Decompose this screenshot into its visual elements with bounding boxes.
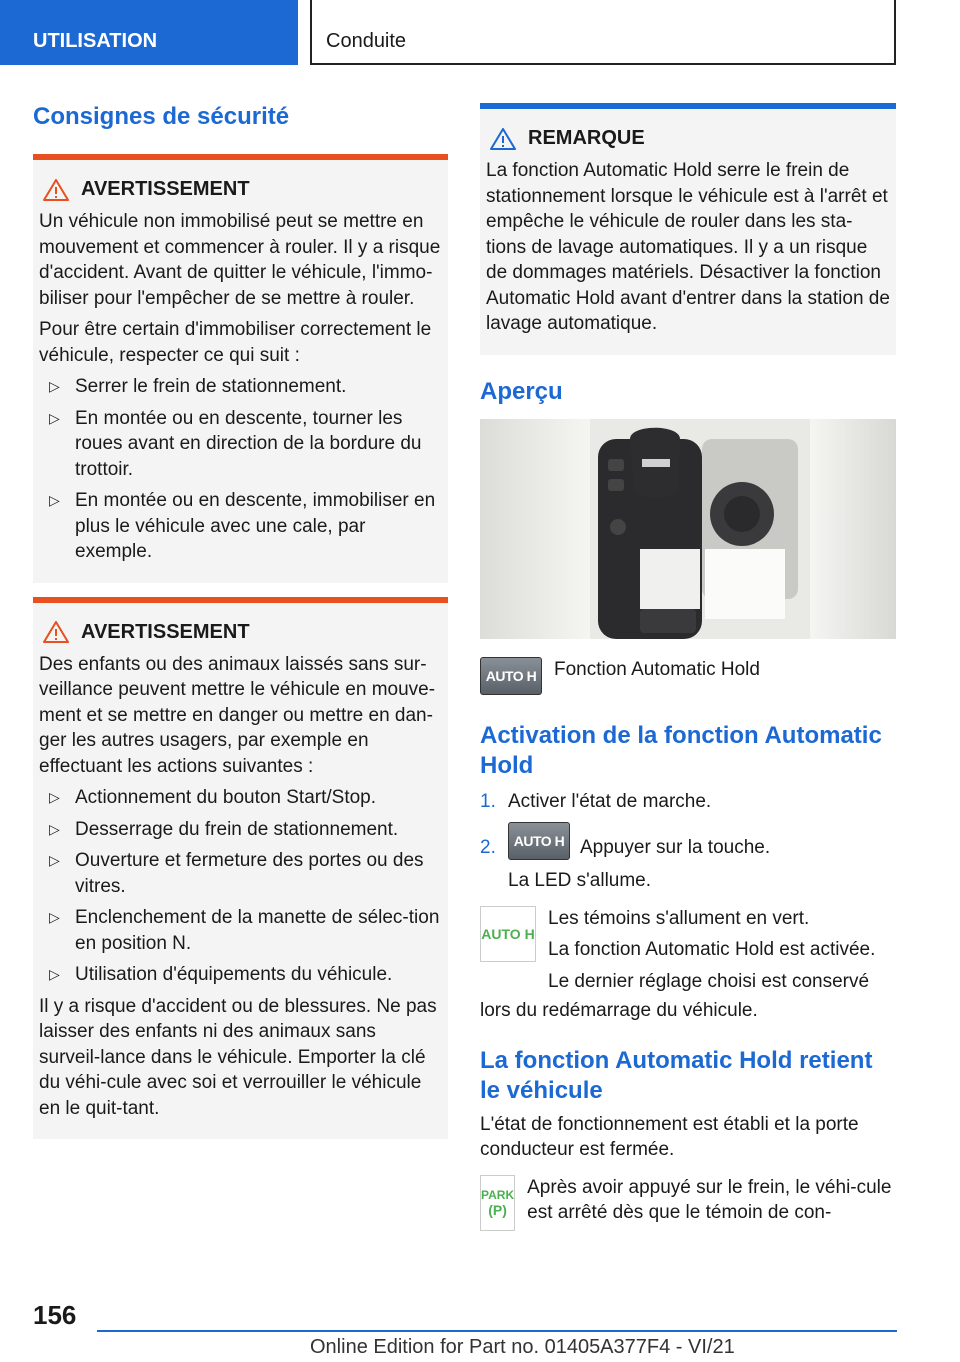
list-item-text: Actionnement du bouton Start/Stop. [75,787,377,808]
list-item-text: Desserrage du frein de stationnement. [75,818,399,840]
warning-heading [39,621,442,644]
note-heading [486,127,890,150]
park-row [480,1175,896,1231]
edition-text: Online Edition for Part no. 01405A377F4 - VI/21 [310,1336,735,1358]
bullet-triangle-icon: ▷ [49,492,60,508]
note-paragraph: La fonction Automatic Hold serre le frein de stationnement lorsque le véhicule est à l'arrêt et empêche le véhicule de rouler dans les sta-tions de lavage automatiques. Il y a un risque de dommages matériels. Désactiver la fonction Automatic Hold avant d'entrer dans la station de lavage automatique. [486,160,890,334]
warning-heading-text: AVERTISSEMENT [81,620,250,643]
step-number: 2. [480,836,496,858]
warning-triangle-icon [43,621,69,643]
warning-paragraph: Pour être certain d'immobiliser correctement le véhicule, respecter ce qui suit : [39,319,432,366]
list-item [39,962,442,988]
park-label: PARK [481,1187,515,1202]
warning-heading [39,178,442,201]
warning-paragraph: Un véhicule non immobilisé peut se mettre en mouvement et commencer à rouler. Il y a risque d'accident. Avant de quitter le véhicule, l'immo-biliser pour l'empêcher de se mettre à rouler. [39,211,441,309]
step-item [480,789,896,815]
list-item [39,406,442,483]
list-item-text: Ouverture et fermeture des portes ou des vitres. [75,850,424,897]
bullet-triangle-icon: ▷ [49,909,60,925]
list-item [39,488,442,565]
warning-box-2 [33,597,448,1140]
warning-paragraph: Il y a risque d'accident ou de blessures. Ne pas laisser des enfants ni des animaux sans surveil-lance dans le véhicule. Emporter la clé du véhi-cule avec soi et verrouiller le véhicule en le quit-tant. [39,995,437,1119]
indicator-line: La fonction Automatic Hold est activée. [548,939,876,960]
park-indicator-icon [480,1175,515,1231]
section-title-safety: Consignes de sécurité [33,103,290,130]
step-text: Activer l'état de marche. [508,790,712,812]
center-console-illustration [480,419,896,639]
list-item [39,817,442,843]
list-item [39,905,442,956]
warning-triangle-icon [43,179,69,201]
note-box [480,103,896,355]
warning-list [39,785,442,988]
list-item [39,785,442,811]
step-text: Appuyer sur la touche. [580,836,771,858]
section-title-retient: La fonction Automatic Hold retient le véhicule [480,1046,873,1104]
list-item-text: En montée ou en descente, tourner les roues avant en direction de la bordure du trottoir. [75,407,422,480]
led-text: La LED s'allume. [508,870,652,891]
bullet-triangle-icon: ▷ [49,966,60,982]
park-symbol: (P) [488,1201,507,1218]
indicator-row [480,906,896,995]
section-title-apercu: Aperçu [480,377,563,405]
step-number: 1. [480,790,496,812]
step-item [480,822,896,860]
auto-h-indicator-icon: AUTO H [480,906,536,962]
right-column [480,100,896,1245]
indicator-text [536,906,875,995]
bullet-triangle-icon: ▷ [49,789,60,805]
auto-h-button-icon: AUTO H [480,657,542,695]
bullet-triangle-icon: ▷ [49,409,60,426]
gear-selector-photo [480,419,896,639]
indicator-line: Les témoins s'allument en vert. [548,907,810,929]
section-header: UTILISATION [0,0,298,65]
bullet-triangle-icon: ▷ [49,820,60,837]
list-item [39,848,442,899]
button-caption: Fonction Automatic Hold [554,658,760,680]
chapter-header: Conduite [310,0,896,65]
auto-h-button-icon: AUTO H [508,822,570,860]
bullet-triangle-icon: ▷ [49,378,60,394]
warning-paragraph: Des enfants ou des animaux laissés sans sur-veillance peuvent mettre le véhicule en mouve-ment et se mettre en danger ou mettre en dan-ger les autres usagers, par exemple en effectuant les actions suivantes : [39,653,436,777]
page-number: 156 [33,1300,77,1330]
warning-list [39,374,442,565]
list-item [39,374,442,400]
footer-divider [97,1330,897,1332]
note-heading-text: REMARQUE [528,127,645,149]
indicator-continuation: lors du redémarrage du véhicule. [480,1000,758,1021]
list-item-text: En montée ou en descente, immobiliser en plus le véhicule avec une cale, par exemple. [75,490,436,562]
left-column [33,100,448,1153]
park-text: Après avoir appuyé sur le frein, le véhi-cule est arrêté dès que le témoin de con- [527,1176,892,1223]
section-title-activation: Activation de la fonction Automatic Hold [480,721,882,779]
warning-triangle-icon [490,128,516,150]
button-caption-row [480,657,896,695]
warning-box-1 [33,154,448,583]
activation-steps [480,789,896,861]
list-item-text: Serrer le frein de stationnement. [75,376,347,397]
indicator-line: Le dernier réglage choisi est conservé [548,970,870,992]
list-item-text: Enclenchement de la manette de sélec-tion en position N. [75,907,440,954]
warning-heading-text: AVERTISSEMENT [81,178,250,200]
retient-paragraph: L'état de fonctionnement est établi et la porte conducteur est fermée. [480,1113,859,1160]
bullet-triangle-icon: ▷ [49,852,60,868]
list-item-text: Utilisation d'équipements du véhicule. [75,964,393,985]
